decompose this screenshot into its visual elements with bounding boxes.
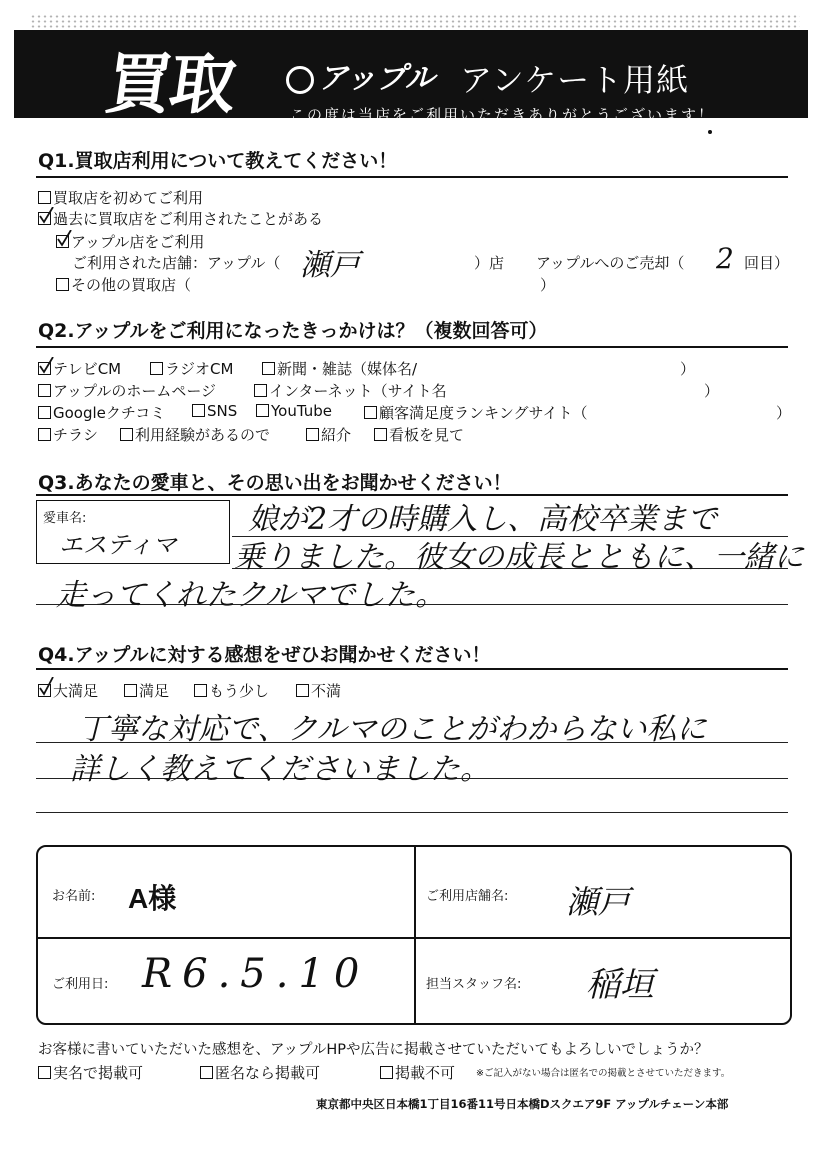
q4-option-could-be-better[interactable]: もう少し <box>194 680 269 701</box>
q2-news-close: ） <box>680 360 696 378</box>
checkbox[interactable] <box>306 428 319 441</box>
checkbox[interactable] <box>364 406 377 419</box>
header-big-text: 買取 <box>100 46 240 123</box>
store-label: ご利用店舗名: <box>426 889 509 904</box>
q2-option-radio[interactable]: ラジオCM <box>150 358 233 379</box>
checkbox[interactable] <box>296 684 309 697</box>
q2-option-internet[interactable]: インターネット（サイト名 <box>254 380 447 401</box>
checkbox[interactable] <box>150 362 163 375</box>
q2-option-ranking[interactable]: 顧客満足度ランキングサイト（ <box>364 402 588 423</box>
q1-store-suffix: ）店 <box>474 254 505 272</box>
check-mark-icon <box>38 677 54 697</box>
apple-logo-icon <box>286 66 314 94</box>
car-name-value[interactable]: エスティマ <box>59 531 177 559</box>
checkbox[interactable] <box>194 684 207 697</box>
check-mark-icon <box>38 357 54 375</box>
q2-option-youtube[interactable]: YouTube <box>256 402 332 420</box>
check-mark-icon <box>56 230 72 248</box>
q3-answer-line-1[interactable]: 娘が2才の時購入し、高校卒業まで <box>248 502 718 537</box>
footer-address: 東京都中央区日本橋1丁目16番11号日本橋Dスクエア9F アップルチェーン本部 <box>316 1097 729 1111</box>
q2-option-sign[interactable]: 看板を見て <box>374 424 464 445</box>
q1-store-value[interactable]: 瀬戸 <box>300 248 360 283</box>
q1-other-suffix: ） <box>540 276 556 294</box>
q2-internet-close: ） <box>704 382 720 400</box>
checkbox[interactable] <box>254 384 267 397</box>
q4-rule <box>36 668 788 670</box>
q3-answer-line-3[interactable]: 走ってくれたクルマでした。 <box>56 578 446 613</box>
consent-note: ※ご記入がない場合は匿名での掲載とさせていただきます。 <box>476 1068 731 1079</box>
checkbox[interactable] <box>120 428 133 441</box>
q1-visits-value[interactable]: 2 <box>716 242 734 275</box>
q2-option-news[interactable]: 新聞・雑誌（媒体名/ <box>262 358 417 379</box>
consent-question: お客様に書いていただいた感想を、アップルHPや広告に掲載させていただいてもよろしいでしょうか？ <box>38 1042 709 1058</box>
q2-option-sns[interactable]: SNS <box>192 402 237 420</box>
car-name-box <box>36 500 230 564</box>
checkbox[interactable] <box>38 384 51 397</box>
checkbox[interactable] <box>374 428 387 441</box>
header-banner <box>14 30 808 124</box>
q1-title: Q1.買取店利用について教えてください！ <box>38 150 398 172</box>
checkbox[interactable] <box>192 404 205 417</box>
q2-option-homepage[interactable]: アップルのホームページ <box>38 380 216 401</box>
q2-option-google[interactable]: Googleクチコミ <box>38 402 165 423</box>
q1-option-other[interactable]: その他の買取店（ <box>56 274 191 295</box>
consent-option-anonymous[interactable]: 匿名なら掲載可 <box>200 1062 320 1083</box>
car-name-label: 愛車名: <box>43 511 87 526</box>
q2-option-flyer[interactable]: チラシ <box>38 424 98 445</box>
checkbox[interactable] <box>262 362 275 375</box>
consent-option-no-publish[interactable]: 掲載不可 <box>380 1062 455 1083</box>
q4-title: Q4.アップルに対する感想をぜひお聞かせください！ <box>38 644 491 666</box>
date-value[interactable]: R6.5.10 <box>142 951 370 997</box>
q1-option-past-use[interactable]: 過去に買取店をご利用されたことがある <box>38 208 323 229</box>
date-label: ご利用日: <box>52 977 109 992</box>
q2-option-tv[interactable]: テレビCM <box>38 358 121 379</box>
q2-option-experience[interactable]: 利用経験があるので <box>120 424 270 445</box>
q4-option-dissatisfied[interactable]: 不満 <box>296 680 341 701</box>
header-noise <box>30 14 800 28</box>
q1-option-apple-store[interactable]: アップル店をご利用 <box>56 231 204 252</box>
q4-line-3 <box>36 812 788 813</box>
apple-logo <box>286 61 435 96</box>
checkbox[interactable] <box>380 1066 393 1079</box>
staff-value[interactable]: 稲垣 <box>586 965 654 1005</box>
checkbox[interactable] <box>38 428 51 441</box>
card-divider-vertical <box>414 847 416 1023</box>
q1-option-first-time[interactable]: 買取店を初めてご利用 <box>38 187 203 208</box>
q4-answer-line-2[interactable]: 詳しく教えてくださいました。 <box>70 752 490 787</box>
store-value[interactable]: 瀬戸 <box>566 883 631 921</box>
q3-title: Q3.あなたの愛車と、その思い出をお聞かせください！ <box>38 472 512 494</box>
q2-ranking-close: ） <box>776 404 792 422</box>
customer-info-card <box>36 845 792 1025</box>
q1-visits-suffix: 回目） <box>744 254 790 272</box>
checkbox[interactable] <box>124 684 137 697</box>
stray-dot <box>708 130 712 134</box>
q4-option-very-satisfied[interactable]: 大満足 <box>38 680 98 701</box>
q4-option-satisfied[interactable]: 満足 <box>124 680 169 701</box>
staff-label: 担当スタッフ名: <box>426 977 522 992</box>
q2-rule <box>36 346 788 348</box>
header-title: アンケート用紙 <box>460 61 690 99</box>
checkbox[interactable] <box>38 191 51 204</box>
check-mark-icon <box>38 207 54 225</box>
q1-visits-label: アップルへのご売却（ <box>536 254 685 272</box>
checkbox[interactable] <box>38 406 51 419</box>
consent-option-real-name[interactable]: 実名で掲載可 <box>38 1062 143 1083</box>
checkbox[interactable] <box>256 404 269 417</box>
checkbox[interactable] <box>38 1066 51 1079</box>
checkbox-checked[interactable] <box>38 684 51 697</box>
q1-store-label: ご利用された店舗：アップル（ <box>72 254 281 272</box>
checkbox[interactable] <box>200 1066 213 1079</box>
q4-answer-line-1[interactable]: 丁寧な対応で、クルマのことがわからない私に <box>78 712 707 747</box>
checkbox-checked[interactable] <box>38 212 51 225</box>
q3-answer-line-2[interactable]: 乗りました。彼女の成長とともに、一緒に <box>234 540 804 575</box>
card-divider-horizontal <box>38 937 790 939</box>
checkbox[interactable] <box>56 278 69 291</box>
q2-title: Q2.アップルをご利用になったきっかけは？（複数回答可） <box>38 320 548 342</box>
header-subtitle: この度は当店をご利用いただきありがとうございます！ <box>290 106 716 124</box>
q2-option-referral[interactable]: 紹介 <box>306 424 351 445</box>
name-label: お名前: <box>52 889 96 904</box>
name-value: A様 <box>128 883 177 914</box>
checkbox-checked[interactable] <box>56 235 69 248</box>
q1-rule <box>36 176 788 178</box>
checkbox-checked[interactable] <box>38 362 51 375</box>
apple-logo-text: アップル <box>318 61 435 96</box>
